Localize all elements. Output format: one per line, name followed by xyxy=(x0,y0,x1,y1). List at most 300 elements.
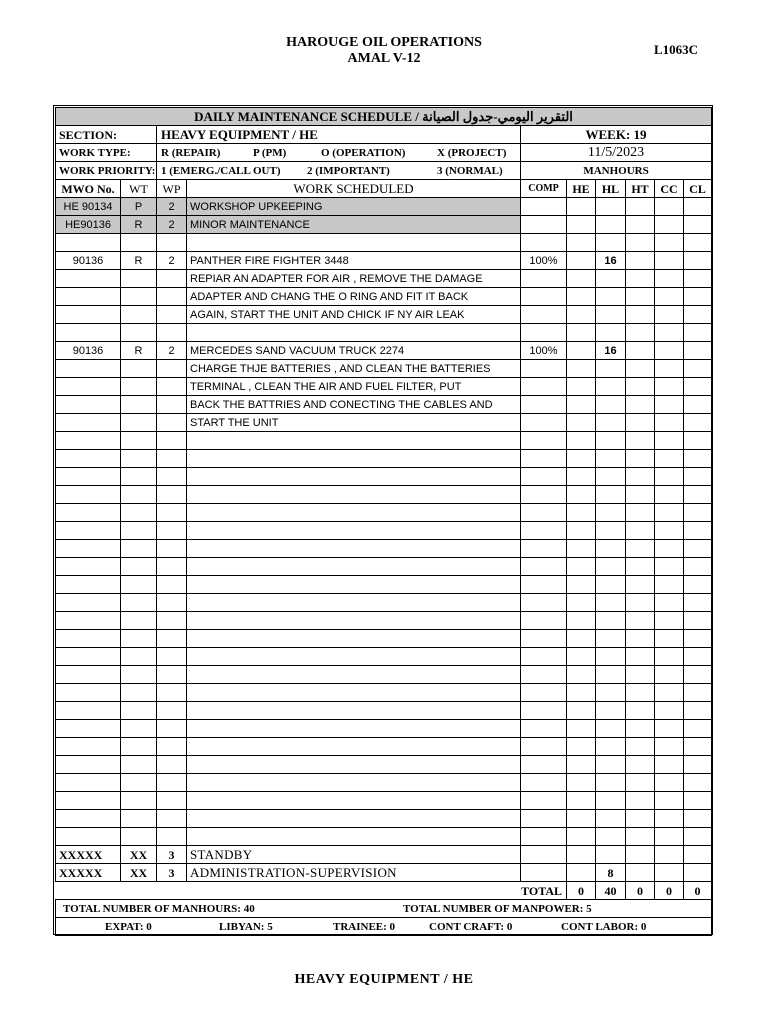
ht-cell xyxy=(626,684,655,702)
wp-cell xyxy=(157,774,187,792)
wp-cell xyxy=(157,576,187,594)
wt-cell xyxy=(121,594,157,612)
ht-cell xyxy=(626,468,655,486)
cl-cell xyxy=(684,684,712,702)
work-cell xyxy=(187,234,521,252)
work-type-legend xyxy=(157,144,521,162)
he-cell xyxy=(567,468,596,486)
empty-row xyxy=(56,630,712,648)
total-hl: 40 xyxy=(596,882,626,900)
standby-wt: XX xyxy=(121,846,157,864)
cl-cell xyxy=(684,504,712,522)
comp-cell xyxy=(521,756,567,774)
work-cell xyxy=(187,756,521,774)
comp-cell xyxy=(521,792,567,810)
col-mwo: MWO No. xyxy=(56,180,121,198)
section-value: HEAVY EQUIPMENT / HE xyxy=(157,126,521,144)
table-row xyxy=(56,198,712,216)
comp-cell xyxy=(521,612,567,630)
cl-cell xyxy=(684,522,712,540)
cc-cell xyxy=(655,576,684,594)
wp-cell xyxy=(157,792,187,810)
wp-cell xyxy=(157,396,187,414)
hl-cell xyxy=(596,540,626,558)
cl-cell xyxy=(684,738,712,756)
comp-cell xyxy=(521,558,567,576)
wp-cell xyxy=(157,468,187,486)
cc-cell xyxy=(655,216,684,234)
wp-cell xyxy=(157,648,187,666)
hl-cell xyxy=(596,576,626,594)
he-cell xyxy=(567,414,596,432)
ht-cell xyxy=(626,630,655,648)
cc-cell xyxy=(655,702,684,720)
cl-cell xyxy=(684,432,712,450)
he-cell xyxy=(567,666,596,684)
he-cell xyxy=(567,648,596,666)
work-cell: BACK THE BATTRIES AND CONECTING THE CABLES AND xyxy=(187,396,521,414)
ht-cell xyxy=(626,342,655,360)
he-cell xyxy=(567,360,596,378)
ht-cell xyxy=(626,414,655,432)
col-comp: COMP xyxy=(521,180,567,198)
wp-cell xyxy=(157,756,187,774)
wt-cell: R xyxy=(121,252,157,270)
staff-breakdown xyxy=(56,918,712,936)
mwo-cell xyxy=(56,234,121,252)
hl-cell xyxy=(596,828,626,846)
ht-cell xyxy=(626,594,655,612)
hl-cell xyxy=(596,288,626,306)
comp-cell xyxy=(521,306,567,324)
ht-cell xyxy=(626,360,655,378)
he-cell xyxy=(567,486,596,504)
hl-cell xyxy=(596,774,626,792)
cl-cell xyxy=(684,468,712,486)
mwo-cell xyxy=(56,432,121,450)
he-cell xyxy=(567,594,596,612)
cl-cell xyxy=(684,216,712,234)
standby-hl xyxy=(596,846,626,864)
priority-1: 1 (EMERG./CALL OUT) xyxy=(161,164,281,177)
mwo-cell: HE90136 xyxy=(56,216,121,234)
cc-cell xyxy=(655,360,684,378)
ht-cell xyxy=(626,234,655,252)
ht-cell xyxy=(626,792,655,810)
comp-cell xyxy=(521,324,567,342)
ht-cell xyxy=(626,648,655,666)
mwo-cell xyxy=(56,774,121,792)
comp-cell xyxy=(521,270,567,288)
ht-cell xyxy=(626,288,655,306)
admin-work: ADMINISTRATION-SUPERVISION xyxy=(187,864,521,882)
he-cell xyxy=(567,792,596,810)
hl-cell xyxy=(596,432,626,450)
mwo-cell: 90136 xyxy=(56,342,121,360)
mwo-cell xyxy=(56,486,121,504)
cl-cell xyxy=(684,648,712,666)
cont-labor-value: 0 xyxy=(640,920,647,933)
table-row xyxy=(56,270,712,288)
cc-cell xyxy=(655,792,684,810)
ht-cell xyxy=(626,378,655,396)
comp-cell xyxy=(521,486,567,504)
cc-cell xyxy=(655,666,684,684)
mwo-cell xyxy=(56,810,121,828)
he-cell xyxy=(567,198,596,216)
work-type-label: WORK TYPE: xyxy=(56,144,157,162)
hl-cell xyxy=(596,324,626,342)
work-cell xyxy=(187,522,521,540)
total-he: 0 xyxy=(567,882,596,900)
table-row xyxy=(56,252,712,270)
hl-cell xyxy=(596,504,626,522)
mwo-cell xyxy=(56,828,121,846)
empty-row xyxy=(56,792,712,810)
table-row xyxy=(56,216,712,234)
wt-cell xyxy=(121,630,157,648)
wp-cell: 2 xyxy=(157,216,187,234)
ht-cell xyxy=(626,252,655,270)
total-manhours-value: 40 xyxy=(243,902,255,915)
wp-cell xyxy=(157,666,187,684)
ht-cell xyxy=(626,396,655,414)
hl-cell xyxy=(596,702,626,720)
mwo-cell xyxy=(56,450,121,468)
wt-cell xyxy=(121,720,157,738)
he-cell xyxy=(567,504,596,522)
ht-cell xyxy=(626,576,655,594)
schedule-title: DAILY MAINTENANCE SCHEDULE / التقرير اليومي-جدول الصيانة xyxy=(56,108,712,126)
cl-cell xyxy=(684,630,712,648)
ht-cell xyxy=(626,216,655,234)
hl-cell xyxy=(596,378,626,396)
work-cell xyxy=(187,540,521,558)
he-cell xyxy=(567,378,596,396)
col-cc: CC xyxy=(655,180,684,198)
total-manpower-value: 5 xyxy=(586,902,592,915)
wt-cell xyxy=(121,522,157,540)
work-cell xyxy=(187,468,521,486)
wt-cell xyxy=(121,360,157,378)
wt-cell xyxy=(121,288,157,306)
work-type-r: R (REPAIR) xyxy=(161,146,221,159)
wt-cell xyxy=(121,306,157,324)
wt-cell xyxy=(121,414,157,432)
total-ht: 0 xyxy=(626,882,655,900)
wp-cell xyxy=(157,360,187,378)
comp-cell xyxy=(521,216,567,234)
wt-cell xyxy=(121,540,157,558)
work-cell xyxy=(187,774,521,792)
mwo-cell xyxy=(56,792,121,810)
comp-cell xyxy=(521,198,567,216)
cl-cell xyxy=(684,360,712,378)
ht-cell xyxy=(626,270,655,288)
standby-work: STANDBY xyxy=(187,846,521,864)
cl-cell xyxy=(684,324,712,342)
wp-cell xyxy=(157,324,187,342)
mwo-cell xyxy=(56,468,121,486)
cl-cell xyxy=(684,558,712,576)
work-cell xyxy=(187,432,521,450)
wt-cell xyxy=(121,432,157,450)
wp-cell xyxy=(157,504,187,522)
cl-cell xyxy=(684,486,712,504)
cl-cell xyxy=(684,270,712,288)
comp-cell xyxy=(521,450,567,468)
col-cl: CL xyxy=(684,180,712,198)
mwo-cell xyxy=(56,648,121,666)
he-cell xyxy=(567,342,596,360)
col-hl: HL xyxy=(596,180,626,198)
he-cell xyxy=(567,522,596,540)
wp-cell xyxy=(157,234,187,252)
cc-cell xyxy=(655,396,684,414)
table-row xyxy=(56,306,712,324)
work-cell: AGAIN, START THE UNIT AND CHICK IF NY AIR LEAK xyxy=(187,306,521,324)
hl-cell xyxy=(596,216,626,234)
wt-cell xyxy=(121,324,157,342)
cc-cell xyxy=(655,522,684,540)
cl-cell xyxy=(684,774,712,792)
work-type-p: P (PM) xyxy=(253,146,287,159)
wt-cell xyxy=(121,774,157,792)
empty-row xyxy=(56,594,712,612)
ht-cell xyxy=(626,504,655,522)
cl-cell xyxy=(684,828,712,846)
wt-cell xyxy=(121,234,157,252)
standby-mwo: XXXXX xyxy=(56,846,121,864)
cc-cell xyxy=(655,756,684,774)
empty-row xyxy=(56,810,712,828)
work-cell xyxy=(187,594,521,612)
cl-cell xyxy=(684,720,712,738)
comp-cell xyxy=(521,288,567,306)
he-cell xyxy=(567,252,596,270)
hl-cell xyxy=(596,648,626,666)
wp-cell xyxy=(157,270,187,288)
schedule-date: 11/5/2023 xyxy=(521,144,712,162)
work-cell xyxy=(187,648,521,666)
ht-cell xyxy=(626,522,655,540)
empty-row xyxy=(56,522,712,540)
work-cell: ADAPTER AND CHANG THE O RING AND FIT IT BACK xyxy=(187,288,521,306)
company-name: HAROUGE OIL OPERATIONS xyxy=(286,35,482,50)
cl-cell xyxy=(684,810,712,828)
comp-cell: 100% xyxy=(521,342,567,360)
he-cell xyxy=(567,738,596,756)
table-row xyxy=(56,396,712,414)
he-cell xyxy=(567,216,596,234)
work-cell xyxy=(187,630,521,648)
ht-cell xyxy=(626,306,655,324)
wt-cell xyxy=(121,666,157,684)
hl-cell xyxy=(596,486,626,504)
work-cell xyxy=(187,792,521,810)
empty-row xyxy=(56,432,712,450)
empty-row xyxy=(56,450,712,468)
ht-cell xyxy=(626,198,655,216)
work-cell xyxy=(187,666,521,684)
cc-cell xyxy=(655,720,684,738)
hl-cell xyxy=(596,198,626,216)
wp-cell xyxy=(157,540,187,558)
mwo-cell xyxy=(56,684,121,702)
cl-cell xyxy=(684,540,712,558)
hl-cell xyxy=(596,468,626,486)
table-row xyxy=(56,288,712,306)
empty-row xyxy=(56,756,712,774)
table-row xyxy=(56,342,712,360)
mwo-cell xyxy=(56,558,121,576)
wt-cell xyxy=(121,486,157,504)
work-cell xyxy=(187,612,521,630)
comp-cell xyxy=(521,720,567,738)
mwo-cell xyxy=(56,594,121,612)
table-row xyxy=(56,234,712,252)
staff-breakdown-row xyxy=(56,918,712,936)
ht-cell xyxy=(626,774,655,792)
col-wp: WP xyxy=(157,180,187,198)
wt-cell xyxy=(121,378,157,396)
wp-cell xyxy=(157,810,187,828)
comp-cell xyxy=(521,576,567,594)
comp-cell xyxy=(521,522,567,540)
cl-cell xyxy=(684,666,712,684)
cc-cell xyxy=(655,486,684,504)
mwo-cell xyxy=(56,720,121,738)
hl-cell xyxy=(596,756,626,774)
table-row xyxy=(56,378,712,396)
hl-cell xyxy=(596,684,626,702)
wt-cell: R xyxy=(121,342,157,360)
cc-cell xyxy=(655,810,684,828)
cc-cell xyxy=(655,738,684,756)
ht-cell xyxy=(626,432,655,450)
empty-row xyxy=(56,612,712,630)
comp-cell xyxy=(521,630,567,648)
wp-cell xyxy=(157,450,187,468)
wt-cell xyxy=(121,396,157,414)
he-cell xyxy=(567,828,596,846)
cl-cell xyxy=(684,792,712,810)
he-cell xyxy=(567,684,596,702)
mwo-cell xyxy=(56,756,121,774)
wt-cell xyxy=(121,450,157,468)
admin-mwo: XXXXX xyxy=(56,864,121,882)
empty-row xyxy=(56,684,712,702)
work-cell xyxy=(187,486,521,504)
wp-cell xyxy=(157,702,187,720)
hl-cell xyxy=(596,720,626,738)
wp-cell: 2 xyxy=(157,342,187,360)
wt-cell xyxy=(121,558,157,576)
col-he: HE xyxy=(567,180,596,198)
cc-cell xyxy=(655,468,684,486)
he-cell xyxy=(567,576,596,594)
cc-cell xyxy=(655,684,684,702)
work-cell xyxy=(187,450,521,468)
total-cl: 0 xyxy=(684,882,712,900)
cl-cell xyxy=(684,756,712,774)
mwo-cell xyxy=(56,630,121,648)
mwo-cell: HE 90134 xyxy=(56,198,121,216)
work-cell: MINOR MAINTENANCE xyxy=(187,216,521,234)
cl-cell xyxy=(684,612,712,630)
he-cell xyxy=(567,270,596,288)
ht-cell xyxy=(626,738,655,756)
ht-cell xyxy=(626,702,655,720)
wt-cell: P xyxy=(121,198,157,216)
totals-row xyxy=(56,882,712,900)
mwo-cell xyxy=(56,378,121,396)
mwo-cell xyxy=(56,540,121,558)
hl-cell: 16 xyxy=(596,252,626,270)
col-wt: WT xyxy=(121,180,157,198)
comp-cell xyxy=(521,396,567,414)
priority-label: WORK PRIORITY: xyxy=(56,162,157,180)
cc-cell xyxy=(655,648,684,666)
comp-cell xyxy=(521,828,567,846)
cc-cell xyxy=(655,432,684,450)
trainee-value: 0 xyxy=(389,920,396,933)
cc-cell xyxy=(655,288,684,306)
wt-cell xyxy=(121,702,157,720)
empty-row xyxy=(56,468,712,486)
work-cell xyxy=(187,828,521,846)
work-cell xyxy=(187,504,521,522)
ht-cell xyxy=(626,828,655,846)
site-name: AMAL V-12 xyxy=(347,51,421,66)
work-cell: TERMINAL , CLEAN THE AIR AND FUEL FILTER, PUT xyxy=(187,378,521,396)
admin-row xyxy=(56,864,712,882)
empty-row xyxy=(56,738,712,756)
libyan-value: 5 xyxy=(267,920,273,933)
wp-cell xyxy=(157,630,187,648)
he-cell xyxy=(567,612,596,630)
hl-cell xyxy=(596,360,626,378)
expat-label: EXPAT: xyxy=(105,920,144,933)
hl-cell xyxy=(596,450,626,468)
he-cell xyxy=(567,306,596,324)
mwo-cell xyxy=(56,612,121,630)
mwo-cell xyxy=(56,576,121,594)
cc-cell xyxy=(655,306,684,324)
cl-cell xyxy=(684,450,712,468)
wt-cell xyxy=(121,612,157,630)
total-manhours-label: TOTAL NUMBER OF MANHOURS: xyxy=(63,902,241,915)
wt-cell xyxy=(121,576,157,594)
trainee-label: TRAINEE: xyxy=(333,920,387,933)
he-cell xyxy=(567,396,596,414)
empty-row xyxy=(56,576,712,594)
work-cell xyxy=(187,810,521,828)
section-label: SECTION: xyxy=(56,126,157,144)
cl-cell xyxy=(684,342,712,360)
work-cell xyxy=(187,576,521,594)
wt-cell xyxy=(121,828,157,846)
total-label: TOTAL xyxy=(56,882,567,900)
cont-craft-value: 0 xyxy=(506,920,513,933)
wt-cell xyxy=(121,648,157,666)
comp-cell xyxy=(521,810,567,828)
wt-cell: R xyxy=(121,216,157,234)
empty-row xyxy=(56,504,712,522)
work-type-x: X (PROJECT) xyxy=(437,146,507,159)
wp-cell xyxy=(157,684,187,702)
hl-cell xyxy=(596,558,626,576)
